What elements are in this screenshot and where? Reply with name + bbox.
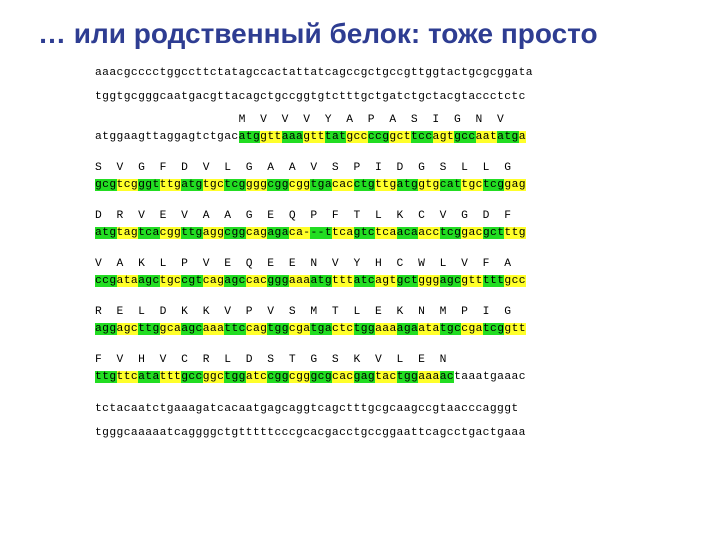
codon: agc [224, 275, 246, 287]
codon: gtt [303, 131, 325, 143]
codon: gtc [353, 227, 376, 239]
codon: gtt [260, 131, 282, 143]
codon: ttt [332, 275, 354, 287]
codon: tga [310, 179, 333, 191]
codon: ggt [138, 179, 160, 191]
codon: cac [332, 371, 354, 383]
codon: gag [353, 371, 376, 383]
coding-dna-line [95, 224, 533, 242]
codon: ggg [418, 275, 440, 287]
codon: cag [245, 323, 268, 335]
amino-acid-line: R E L D K K V P V S M T L E K N M P I G [95, 306, 512, 318]
amino-acid-line: D R V E V A A G E Q P F T L K C V G D F [95, 210, 512, 222]
codon: tcc [410, 131, 433, 143]
codon: gcc [181, 371, 203, 383]
sequence-alignment [95, 64, 533, 442]
codon: cgg [288, 179, 311, 191]
amino-acid-line: M V V V Y A P A S I G N V [95, 114, 505, 126]
noncoding-segment: atggaagttaggagtctgac [95, 131, 239, 143]
codon: acc [418, 227, 440, 239]
codon: aat [475, 131, 498, 143]
codon: agc [138, 275, 160, 287]
codon: ata [116, 275, 139, 287]
codon: gcc [454, 131, 476, 143]
codon: aaa [375, 323, 397, 335]
codon: agt [432, 131, 455, 143]
codon: tca [375, 227, 397, 239]
codon: atg [310, 275, 333, 287]
codon: agg [95, 323, 117, 335]
noncoding-line: tgggcaaaaatcaggggctgtttttcccgcacgacctgccggaattcagcctgactgaaa [95, 427, 526, 439]
codon: ata [418, 323, 440, 335]
codon: ttg [95, 371, 117, 383]
codon: ccg [367, 131, 390, 143]
page-title: … или родственный белок: тоже просто [38, 18, 598, 49]
noncoding-line: tctacaatctgaaagatcacaatgagcaggtcagctttgcgcaagccgtaacccagggt [95, 403, 519, 415]
codon: atc [353, 275, 376, 287]
codon: aaa [281, 131, 304, 143]
codon: ca- [288, 227, 311, 239]
noncoding-line: tggtgcgggcaatgacgttacagctgccggtgtctttgctgatctgctacgtaccctctc [95, 91, 526, 103]
codon: cag [202, 275, 225, 287]
codon: gcg [95, 179, 117, 191]
codon: tcg [482, 323, 505, 335]
codon: cgg [159, 227, 182, 239]
codon: gcg [310, 371, 333, 383]
amino-acid-line: F V H V C R L D S T G S K V L E N [95, 354, 447, 366]
codon: ttg [159, 179, 182, 191]
codon: ggg [245, 179, 268, 191]
coding-region [95, 112, 533, 400]
codon: gcc [504, 275, 526, 287]
codon: aaa [418, 371, 440, 383]
codon: tcg [439, 227, 462, 239]
amino-acid-line: V A K L P V E Q E E N V Y H C W L V F A [95, 258, 512, 270]
codon: cgt [181, 275, 203, 287]
codon: atg [95, 227, 117, 239]
codon: aga [396, 323, 419, 335]
codon: ggg [267, 275, 289, 287]
codon: tgc [202, 179, 225, 191]
codon: atg [181, 179, 203, 191]
codon: a [518, 131, 526, 143]
coding-dna-line [95, 128, 533, 146]
codon: atg [238, 131, 261, 143]
codon: tcg [482, 179, 505, 191]
codon: ttt [482, 275, 505, 287]
codon: aca [396, 227, 419, 239]
codon: aga [267, 227, 289, 239]
codon: ctg [353, 179, 376, 191]
codon: ggc [202, 371, 225, 383]
codon: tga [310, 323, 333, 335]
amino-acid-line: S V G F D V L G A A V S P I D G S L L G [95, 162, 512, 174]
noncoding-segment: taaatgaaac [454, 371, 526, 383]
codon: ctc [332, 323, 354, 335]
codon: cac [245, 275, 268, 287]
coding-dna-line [95, 368, 533, 386]
codon: tgg [353, 323, 376, 335]
codon: tgc [461, 179, 483, 191]
codon: tgg [396, 371, 419, 383]
codon: tca [138, 227, 160, 239]
codon: gac [461, 227, 483, 239]
codon: ttg [375, 179, 397, 191]
codon: tcg [116, 179, 139, 191]
codon: --t [310, 227, 333, 239]
codon: gtt [461, 275, 483, 287]
codon: gct [396, 275, 419, 287]
noncoding-line: aaacgcccctggccttctatagccactattatcagccgctgccgttggtactgcgcggata [95, 67, 533, 79]
codon: agt [375, 275, 397, 287]
codon: gcc [346, 131, 368, 143]
codon: gct [389, 131, 411, 143]
codon: cag [245, 227, 268, 239]
codon: atc [245, 371, 268, 383]
codon: tat [324, 131, 347, 143]
codon: aaa [288, 275, 311, 287]
codon: gct [482, 227, 505, 239]
codon: tgc [159, 275, 182, 287]
codon: tcg [224, 179, 246, 191]
codon: ttc [116, 371, 139, 383]
codon: tac [375, 371, 397, 383]
codon: aaa [202, 323, 225, 335]
codon: cgg [267, 179, 289, 191]
codon: gtt [504, 323, 526, 335]
codon: cgg [224, 227, 246, 239]
codon: ttt [159, 371, 182, 383]
codon: agc [116, 323, 139, 335]
codon: gtg [418, 179, 440, 191]
codon: tag [116, 227, 139, 239]
codon: agc [439, 275, 462, 287]
codon: ccg [95, 275, 117, 287]
coding-dna-line [95, 272, 533, 290]
coding-dna-line [95, 320, 533, 338]
codon: cgg [267, 371, 289, 383]
codon: cga [288, 323, 311, 335]
codon: tgg [267, 323, 289, 335]
codon: gca [159, 323, 182, 335]
codon: ttg [181, 227, 203, 239]
coding-dna-line [95, 176, 533, 194]
codon: ac [439, 371, 455, 383]
codon: atg [497, 131, 519, 143]
codon: cgg [288, 371, 311, 383]
codon: gag [504, 179, 526, 191]
codon: ttg [138, 323, 160, 335]
codon: atg [396, 179, 419, 191]
codon: agc [181, 323, 203, 335]
codon: cat [439, 179, 462, 191]
codon: tgc [439, 323, 462, 335]
codon: agg [202, 227, 225, 239]
codon: tgg [224, 371, 246, 383]
codon: ttc [224, 323, 246, 335]
codon: cga [461, 323, 483, 335]
codon: tca [332, 227, 354, 239]
codon: ttg [504, 227, 526, 239]
codon: ata [138, 371, 160, 383]
codon: cac [332, 179, 354, 191]
